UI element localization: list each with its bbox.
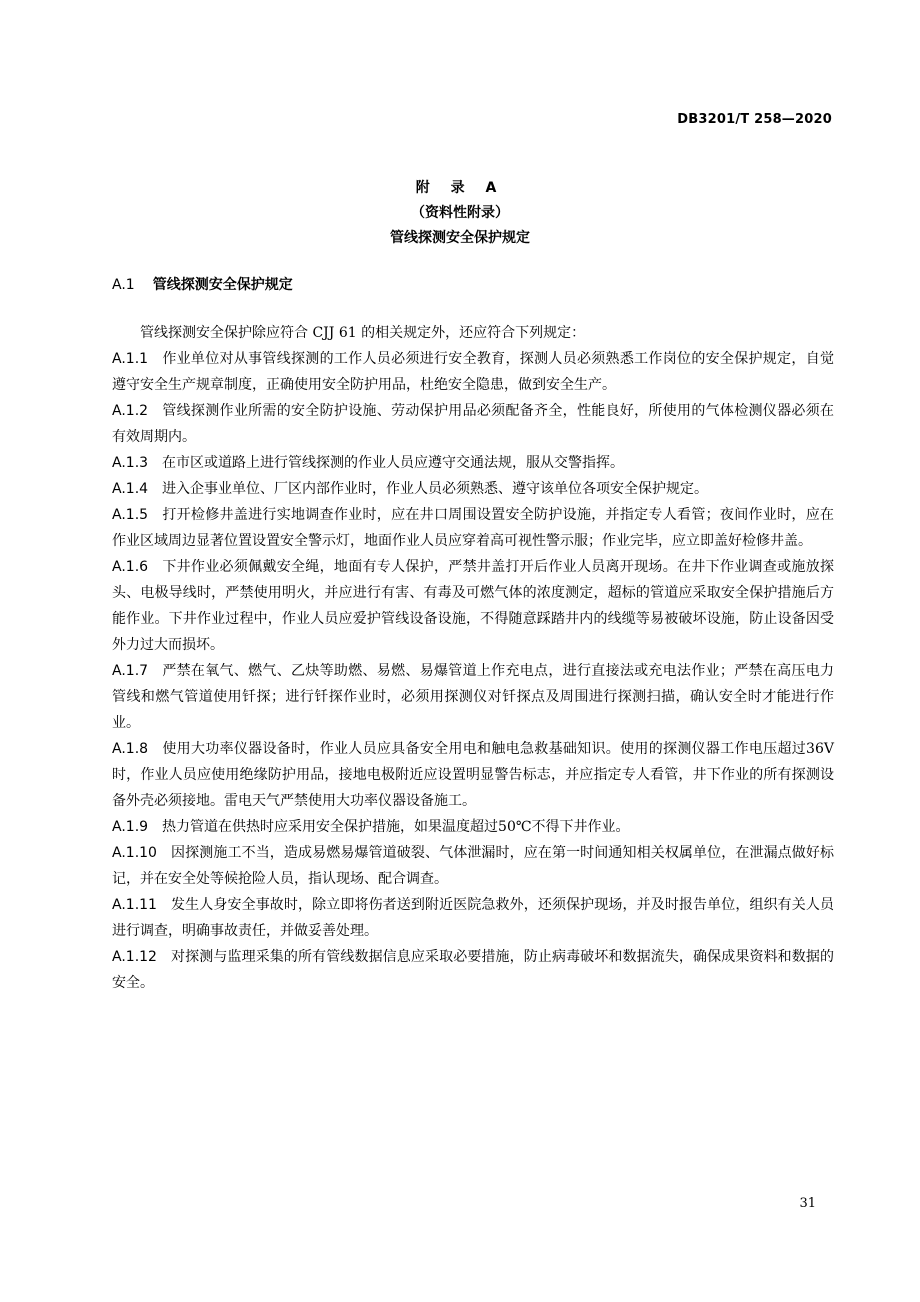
clause-text: 因探测施工不当，造成易燃易爆管道破裂、气体泄漏时，应在第一时间通知相关权属单位，在泄漏点做好标记，并在安全处等候抢险人员，指认现场、配合调查。 <box>112 845 834 887</box>
section-title: 管线探测安全保护规定 <box>152 277 293 293</box>
clause-text: 在市区或道路上进行管线探测的作业人员应遵守交通法规，服从交警指挥。 <box>162 455 625 471</box>
clause-list <box>112 320 834 996</box>
clause-text: 下井作业必须佩戴安全绳，地面有专人保护，严禁井盖打开后作业人员离开现场。在井下作业调查或施放探头、电极导线时，严禁使用明火，并应进行有害、有毒及可燃气体的浓度测定，超标的管道应采取安全保护措施后方能作业。下井作业过程中，作业人员应爱护管线设备设施，不得随意踩踏井内的线缆等易被破坏设施，防止设备因受外力过大而损坏。 <box>112 559 834 653</box>
clause-item <box>112 450 834 476</box>
appendix-label: 附 录 A <box>415 180 505 196</box>
appendix-heading <box>0 176 920 251</box>
clause-number: A.1.12 <box>112 949 157 965</box>
clause-number: A.1.8 <box>112 741 149 757</box>
clause-item <box>112 814 834 840</box>
clause-text: 使用大功率仪器设备时，作业人员应具备安全用电和触电急救基础知识。使用的探测仪器工作电压超过36V 时，作业人员应使用绝缘防护用品，接地电极附近应设置明显警告标志，并应指定专人看管，井下作业的所有探测设备外壳必须接地。雷电天气严禁使用大功率仪器设备施工。 <box>112 741 834 809</box>
clause-item <box>112 502 834 554</box>
clause-text: 管线探测作业所需的安全防护设施、劳动保护用品必须配备齐全，性能良好，所使用的气体检测仪器必须在有效周期内。 <box>112 403 834 445</box>
clause-item <box>112 892 834 944</box>
clause-text: 对探测与监理采集的所有管线数据信息应采取必要措施，防止病毒破坏和数据流失，确保成果资料和数据的安全。 <box>112 949 834 991</box>
appendix-type: （资料性附录） <box>411 205 509 221</box>
clause-number: A.1.5 <box>112 507 149 523</box>
clause-text: 严禁在氧气、燃气、乙炔等助燃、易燃、易爆管道上作充电点，进行直接法或充电法作业；严禁在高压电力管线和燃气管道使用钎探；进行钎探作业时，必须用探测仪对钎探点及周围进行探测扫描，确认安全时才能进行作业。 <box>112 663 834 731</box>
clause-number: A.1.4 <box>112 481 149 497</box>
clause-item <box>112 398 834 450</box>
clause-item <box>112 944 834 996</box>
clause-item <box>112 736 834 814</box>
clause-number: A.1.10 <box>112 845 157 861</box>
page-number: 31 <box>799 1196 816 1211</box>
clause-text: 发生人身安全事故时，除立即将伤者送到附近医院急救外，还须保护现场，并及时报告单位，组织有关人员进行调查，明确事故责任，并做妥善处理。 <box>112 897 834 939</box>
appendix-title: 管线探测安全保护规定 <box>390 230 530 246</box>
clause-text: 打开检修井盖进行实地调查作业时，应在井口周围设置安全防护设施，并指定专人看管；夜间作业时，应在作业区域周边显著位置设置安全警示灯，地面作业人员应穿着高可视性警示服；作业完毕，应立即盖好检修井盖。 <box>112 507 834 549</box>
clause-number: A.1.11 <box>112 897 157 913</box>
clause-item <box>112 840 834 892</box>
section-number: A.1 <box>112 277 135 293</box>
clause-item <box>112 554 834 658</box>
intro-paragraph: 管线探测安全保护除应符合 CJJ 61 的相关规定外，还应符合下列规定： <box>140 325 586 341</box>
section-heading <box>112 274 293 294</box>
clause-item <box>112 346 834 398</box>
clause-number: A.1.6 <box>112 559 149 575</box>
clause-item <box>112 658 834 736</box>
clause-item <box>112 476 834 502</box>
clause-number: A.1.1 <box>112 351 149 367</box>
standard-code: DB3201/T 258—2020 <box>677 112 832 127</box>
clause-number: A.1.2 <box>112 403 149 419</box>
clause-number: A.1.9 <box>112 819 149 835</box>
clause-number: A.1.3 <box>112 455 149 471</box>
clause-text: 作业单位对从事管线探测的工作人员必须进行安全教育，探测人员必须熟悉工作岗位的安全保护规定，自觉遵守安全生产规章制度，正确使用安全防护用品，杜绝安全隐患，做到安全生产。 <box>112 351 834 393</box>
clause-number: A.1.7 <box>112 663 149 679</box>
clause-text: 进入企事业单位、厂区内部作业时，作业人员必须熟悉、遵守该单位各项安全保护规定。 <box>162 481 709 497</box>
clause-text: 热力管道在供热时应采用安全保护措施，如果温度超过50℃不得下井作业。 <box>162 819 630 835</box>
